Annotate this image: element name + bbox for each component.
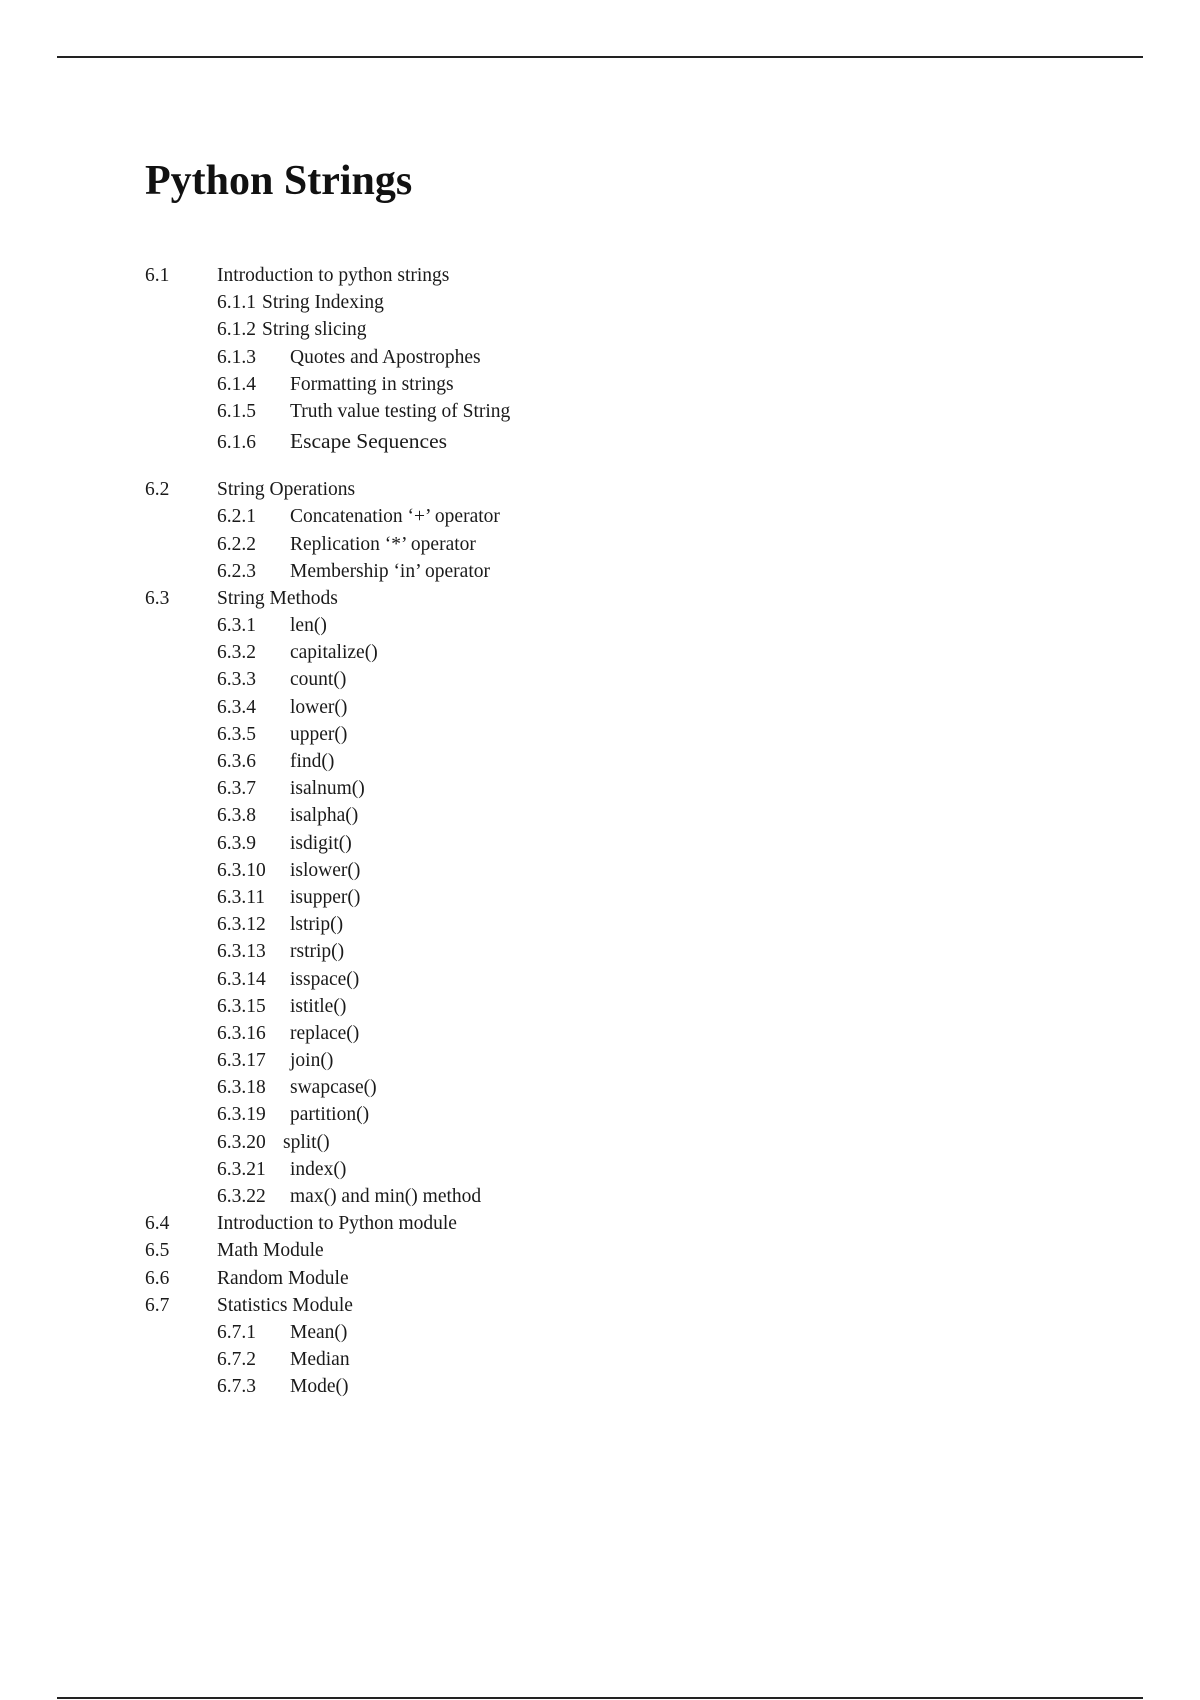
toc-title: capitalize() bbox=[290, 642, 378, 664]
toc-subsection bbox=[145, 748, 1045, 775]
toc-title: Formatting in strings bbox=[290, 373, 454, 395]
toc-subsection bbox=[145, 694, 1045, 721]
toc-number: 6.4 bbox=[145, 1213, 170, 1235]
toc-subsection bbox=[145, 1020, 1045, 1047]
toc-title: Random Module bbox=[217, 1267, 349, 1289]
toc-section bbox=[145, 1292, 1045, 1319]
toc-title: count() bbox=[290, 669, 347, 691]
toc-section bbox=[145, 1265, 1045, 1292]
toc-title: isspace() bbox=[290, 968, 360, 990]
toc-number: 6.2.2 bbox=[217, 533, 256, 555]
toc-subsection bbox=[145, 558, 1045, 585]
toc-number: 6.3.10 bbox=[217, 859, 266, 881]
toc-title: isdigit() bbox=[290, 832, 352, 854]
toc-title: Membership ‘in’ operator bbox=[290, 560, 490, 582]
toc-number: 6.3.19 bbox=[217, 1104, 266, 1126]
toc-number: 6.3.17 bbox=[217, 1050, 266, 1072]
toc-subsection bbox=[145, 1156, 1045, 1183]
toc-subsection bbox=[145, 884, 1045, 911]
toc-title: isalpha() bbox=[290, 805, 359, 827]
toc-number: 6.3.21 bbox=[217, 1158, 266, 1180]
toc-subsection bbox=[145, 531, 1045, 558]
toc-title: len() bbox=[290, 615, 327, 637]
toc-title: lstrip() bbox=[290, 914, 344, 936]
toc-subsection bbox=[145, 371, 1045, 398]
page-title: Python Strings bbox=[145, 158, 413, 204]
toc-title: Mode() bbox=[290, 1376, 349, 1398]
toc-title: index() bbox=[290, 1158, 347, 1180]
toc-title: Math Module bbox=[217, 1240, 324, 1262]
toc-subsection bbox=[145, 612, 1045, 639]
toc-number: 6.2 bbox=[145, 479, 170, 501]
toc-number: 6.2.3 bbox=[217, 560, 256, 582]
toc-title: upper() bbox=[290, 723, 348, 745]
toc-section bbox=[145, 585, 1045, 612]
toc-subsection bbox=[145, 1346, 1045, 1373]
toc-number: 6.3.15 bbox=[217, 995, 266, 1017]
toc-title: Mean() bbox=[290, 1321, 348, 1343]
toc-subsection bbox=[145, 425, 1045, 458]
toc-number: 6.7.2 bbox=[217, 1349, 256, 1371]
toc-subsection bbox=[145, 316, 1045, 343]
toc-number: 6.1.2 bbox=[217, 319, 256, 341]
toc-title: Escape Sequences bbox=[290, 429, 447, 454]
toc-number: 6.3.12 bbox=[217, 914, 266, 936]
toc-title: Median bbox=[290, 1349, 350, 1371]
toc-number: 6.3.14 bbox=[217, 968, 266, 990]
toc-section bbox=[145, 1237, 1045, 1264]
toc-number: 6.3.18 bbox=[217, 1077, 266, 1099]
toc-title: Introduction to Python module bbox=[217, 1213, 457, 1235]
toc-title: join() bbox=[290, 1050, 334, 1072]
toc-title: rstrip() bbox=[290, 941, 345, 963]
toc-number: 6.3.16 bbox=[217, 1022, 266, 1044]
toc-number: 6.3.2 bbox=[217, 642, 256, 664]
toc-title: Replication ‘*’ operator bbox=[290, 533, 476, 555]
table-of-contents bbox=[145, 262, 1045, 1401]
toc-subsection bbox=[145, 993, 1045, 1020]
toc-subsection bbox=[145, 802, 1045, 829]
toc-number: 6.1 bbox=[145, 265, 170, 286]
toc-number: 6.7 bbox=[145, 1294, 170, 1316]
toc-subsection bbox=[145, 344, 1045, 371]
toc-subsection bbox=[145, 830, 1045, 857]
toc-number: 6.1.5 bbox=[217, 400, 256, 422]
toc-title: Concatenation ‘+’ operator bbox=[290, 506, 500, 528]
toc-number: 6.3.5 bbox=[217, 723, 256, 745]
toc-number: 6.5 bbox=[145, 1240, 170, 1262]
toc-subsection bbox=[145, 503, 1045, 530]
toc-subsection bbox=[145, 857, 1045, 884]
toc-number: 6.3.6 bbox=[217, 751, 256, 772]
toc-title: isupper() bbox=[290, 886, 361, 908]
toc-section bbox=[145, 476, 1045, 503]
toc-subsection bbox=[145, 911, 1045, 938]
toc-title: split() bbox=[283, 1131, 330, 1153]
toc-number: 6.3 bbox=[145, 587, 170, 609]
toc-title: String Methods bbox=[217, 587, 338, 609]
toc-subsection bbox=[145, 1319, 1045, 1346]
toc-title: String slicing bbox=[262, 319, 367, 341]
footer-rule bbox=[57, 1697, 1143, 1699]
toc-title: isalnum() bbox=[290, 778, 365, 800]
toc-title: max() and min() method bbox=[290, 1186, 482, 1207]
toc-number: 6.3.1 bbox=[217, 615, 256, 637]
toc-subsection bbox=[145, 398, 1045, 425]
toc-number: 6.6 bbox=[145, 1267, 170, 1289]
toc-title: Statistics Module bbox=[217, 1294, 353, 1316]
toc-title: istitle() bbox=[290, 995, 347, 1017]
toc-number: 6.1.3 bbox=[217, 346, 256, 368]
toc-number: 6.7.1 bbox=[217, 1321, 256, 1343]
toc-number: 6.3.11 bbox=[217, 886, 266, 908]
toc-section bbox=[145, 262, 1045, 289]
toc-title: Truth value testing of String bbox=[290, 400, 511, 422]
toc-subsection bbox=[145, 1074, 1045, 1101]
toc-subsection bbox=[145, 721, 1045, 748]
toc-number: 6.3.8 bbox=[217, 805, 256, 827]
toc-title: partition() bbox=[290, 1104, 370, 1126]
toc-title: String Indexing bbox=[262, 292, 384, 314]
toc-number: 6.3.4 bbox=[217, 696, 256, 718]
toc-title: swapcase() bbox=[290, 1077, 377, 1099]
toc-section bbox=[145, 1210, 1045, 1237]
toc-subsection bbox=[145, 1183, 1045, 1210]
toc-number: 6.3.7 bbox=[217, 778, 256, 800]
toc-number: 6.7.3 bbox=[217, 1376, 256, 1398]
toc-subsection bbox=[145, 639, 1045, 666]
toc-subsection bbox=[145, 1373, 1045, 1400]
toc-number: 6.3.22 bbox=[217, 1186, 266, 1207]
toc-subsection bbox=[145, 1101, 1045, 1128]
header-rule bbox=[57, 56, 1143, 58]
toc-title: Introduction to python strings bbox=[217, 265, 450, 286]
toc-number: 6.3.3 bbox=[217, 669, 256, 691]
toc-title: String Operations bbox=[217, 479, 356, 501]
toc-number: 6.3.20 bbox=[217, 1131, 266, 1153]
toc-title: islower() bbox=[290, 859, 361, 881]
toc-subsection bbox=[145, 1047, 1045, 1074]
toc-number: 6.3.9 bbox=[217, 832, 256, 854]
toc-subsection bbox=[145, 1129, 1045, 1156]
toc-subsection bbox=[145, 938, 1045, 965]
toc-number: 6.2.1 bbox=[217, 506, 256, 528]
toc-subsection bbox=[145, 666, 1045, 693]
toc-number: 6.1.1 bbox=[217, 292, 256, 314]
toc-number: 6.1.6 bbox=[217, 432, 256, 454]
toc-title: replace() bbox=[290, 1022, 360, 1044]
toc-title: find() bbox=[290, 751, 335, 772]
toc-subsection bbox=[145, 289, 1045, 316]
toc-number: 6.1.4 bbox=[217, 373, 256, 395]
toc-subsection bbox=[145, 966, 1045, 993]
toc-title: lower() bbox=[290, 696, 348, 718]
toc-number: 6.3.13 bbox=[217, 941, 266, 963]
toc-title: Quotes and Apostrophes bbox=[290, 346, 481, 368]
toc-subsection bbox=[145, 775, 1045, 802]
